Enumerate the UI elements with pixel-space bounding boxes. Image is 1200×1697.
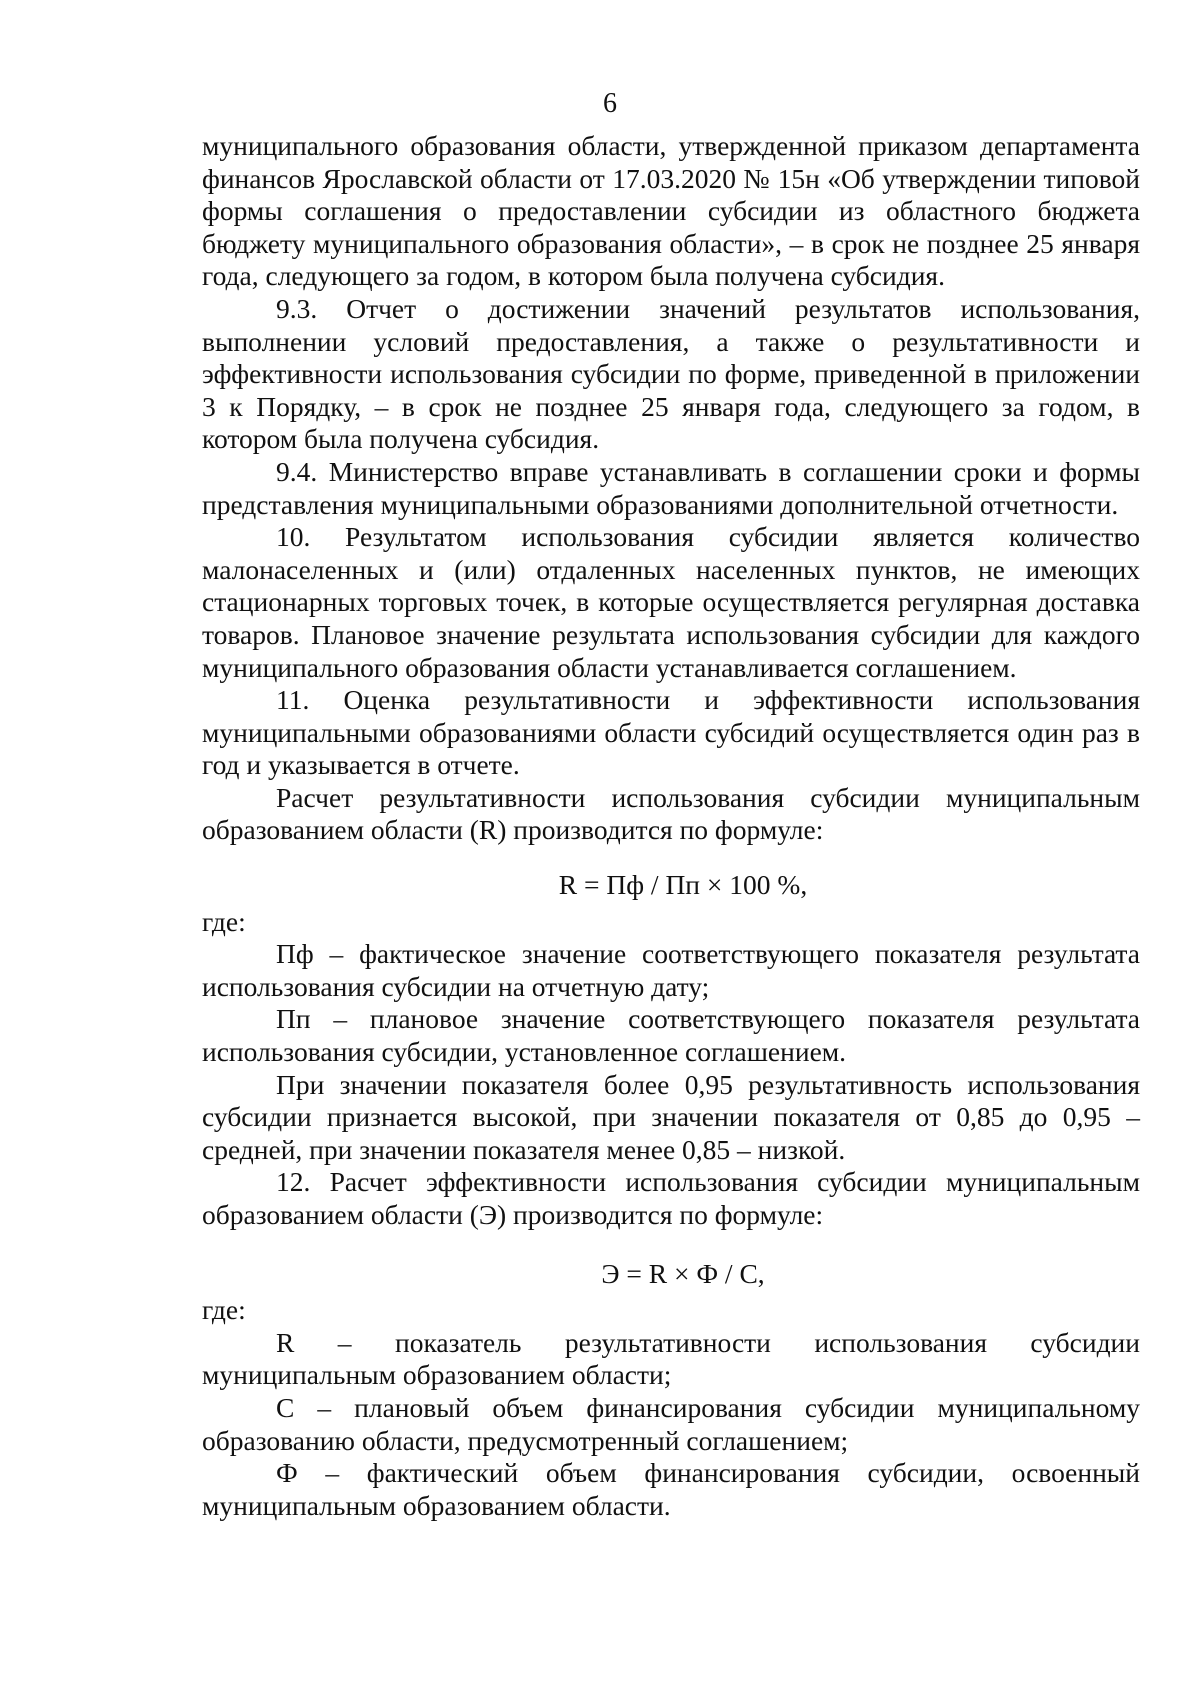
definition-pp: Пп – плановое значение соответствующего показателя результата использования субсидии, установленное соглашением. (202, 1003, 1140, 1068)
document-body (202, 130, 1140, 1522)
definition-f: Ф – фактический объем финансирования субсидии, освоенный муниципальным образованием области. (202, 1457, 1140, 1521)
paragraph-9-3: 9.3. Отчет о достижении значений результатов использования, выполнении условий предоставления, а также о результативности и эффективности использования субсидии по форме, приведенной в приложении 3 к Порядку, – в срок не позднее 25 января года, следующего за годом, в котором была получена субсидия. (202, 292, 1140, 455)
definition-pf: Пф – фактическое значение соответствующего показателя результата использования субсидии на отчетную дату; (202, 938, 1140, 1002)
formula-effectiveness-r: R = Пф / Пп × 100 %, (558, 869, 808, 901)
definition-r: R – показатель результативности использования субсидии муниципальным образованием области; (202, 1326, 1140, 1391)
paragraph-10: 10. Результатом использования субсидии является количество малонаселенных и (или) отдаленных населенных пунктов, не имеющих стационарных торговых точек, в которые осуществляется регулярная доставка товаров. Плановое значение результата использования субсидии для каждого муниципального образования области устанавливается соглашением. (202, 521, 1140, 683)
paragraph-11: 11. Оценка результативности и эффективности использования муниципальными образованиями области субсидий осуществляется один раз в год и указывается в отчете. (202, 684, 1140, 781)
paragraph-12: 12. Расчет эффективности использования субсидии муниципальным образованием области (Э) производится по формуле: (202, 1166, 1140, 1230)
paragraph-thresholds: При значении показателя более 0,95 результативность использования субсидии признается высокой, при значении показателя от 0,85 до 0,95 – средней, при значении показателя менее 0,85 – низкой. (202, 1068, 1140, 1165)
definition-c: С – плановый объем финансирования субсидии муниципальному образованию области, предусмотренный соглашением; (202, 1391, 1140, 1456)
formula-efficiency-e: Э = R × Ф / С, (601, 1257, 765, 1289)
page-number: 6 (603, 88, 617, 119)
where-label: где: (202, 905, 246, 937)
paragraph-result-calculation: Расчет результативности использования субсидии муниципальным образованием области (R) производится по формуле: (202, 781, 1140, 846)
paragraph-9-4: 9.4. Министерство вправе устанавливать в соглашении сроки и формы представления муниципальными образованиями дополнительной отчетности. (202, 455, 1140, 520)
paragraph-continuation: муниципального образования области, утвержденной приказом департамента финансов Ярославской области от 17.03.2020 № 15н «Об утверждении типовой формы соглашения о предоставлении субсидии из областного бюджета бюджету муниципального образования области», – в срок не позднее 25 января года, следующего за годом, в котором была получена субсидия. (202, 130, 1140, 292)
where-label: где: (202, 1294, 246, 1326)
